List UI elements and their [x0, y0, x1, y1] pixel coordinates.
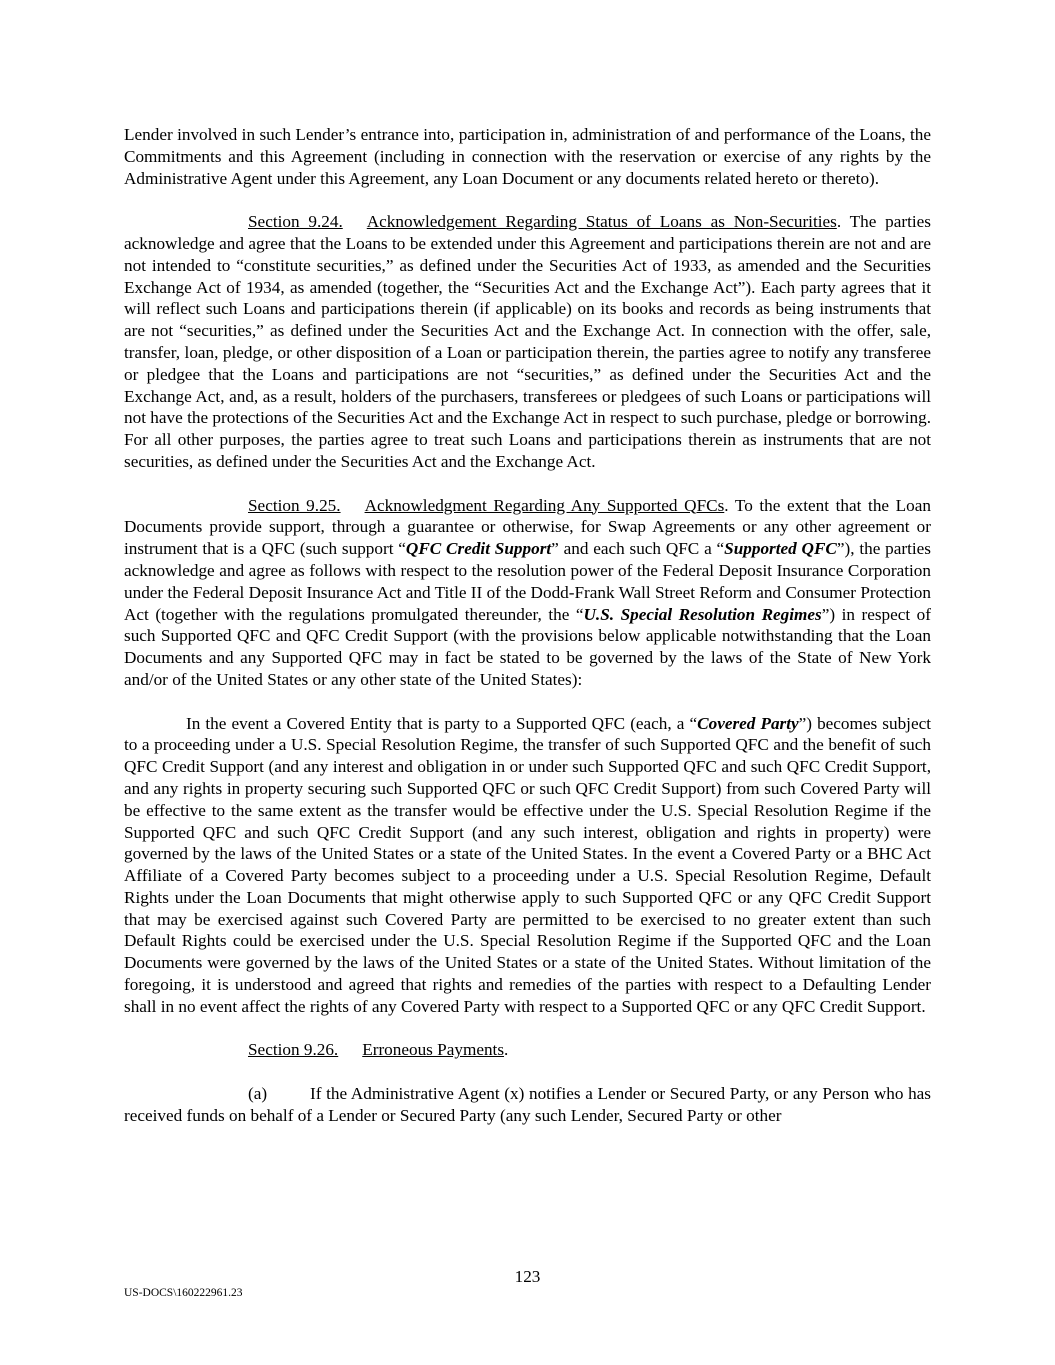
defined-term: Supported QFC — [724, 539, 837, 559]
section-9-25 — [124, 495, 931, 691]
section-text: ” and each such QFC a “ — [551, 539, 725, 559]
section-number: Section 9.26. — [248, 1040, 339, 1060]
subparagraph-a — [124, 1083, 931, 1127]
section-number: Section 9.24. — [248, 212, 343, 232]
section-text: ”) in respect of such Supported QFC and QFC Credit Support (with the provisions below applicable notwithstanding that the Loan Documents and any Supported QFC may in fact be stated to be governed by the laws of the State of New York and/or of the United States or any other state of the United States): — [124, 604, 931, 689]
paragraph-continuation: Lender involved in such Lender’s entrance into, participation in, administration of and performance of the Loans, the Commitments and this Agreement (including in connection with the reservation or exercise of any rights by the Administrative Agent under this Agreement, any Loan Document or any documents related hereto or thereto). — [124, 125, 931, 188]
paragraph-covered-party — [124, 713, 931, 1018]
paragraph-text: In the event a Covered Entity that is party to a Supported QFC (each, a “ — [186, 713, 698, 733]
section-number: Section 9.25. — [248, 495, 341, 515]
defined-term: QFC Credit Support — [405, 539, 552, 559]
section-period: . — [504, 1040, 509, 1060]
defined-term: Covered Party — [697, 713, 799, 733]
section-9-26 — [124, 1039, 931, 1061]
document-body — [124, 124, 931, 1148]
paragraph-text: ”) becomes subject to a proceeding under a U.S. Special Resolution Regime, the transfer of such Supported QFC and the benefit of such QFC Credit Support (and any interest and obligation in or under such Supported QFC and such QFC Credit Support, and any rights in property securing such Supported QFC or such QFC Credit Support) from such Covered Party will be effective to the same extent as the transfer would be effective under the U.S. Special Resolution Regime if the Supported QFC and such QFC Credit Support (and any such interest, obligation and rights in property) were governed by the laws of the United States or a state of the United States. In the event a Covered Party or a BHC Act Affiliate of a Covered Party becomes subject to a proceeding under a U.S. Special Resolution Regime, Default Rights under the Loan Documents that might otherwise apply to such Supported QFC or any QFC Credit Support that may be exercised against such Covered Party are permitted to be exercised to no greater extent than such Default Rights could be exercised under the U.S. Special Resolution Regime if the Supported QFC and the Loan Documents were governed by the laws of the United States or a state of the United States. Without limitation of the foregoing, it is understood and agreed that rights and remedies of the parties with respect to a Defaulting Lender shall in no event affect the rights of any Covered Party with respect to a Supported QFC or any QFC Credit Support. — [124, 713, 931, 1016]
document-id: US-DOCS\160222961.23 — [124, 1287, 243, 1299]
section-text: . To the extent that the Loan Documents provide support, through a guarantee or otherwise, for Swap Agreements or any other agreement or instrument that is a QFC (such support “ — [124, 495, 931, 559]
section-title: Acknowledgment Regarding Any Supported QFCs — [364, 495, 725, 515]
defined-term: U.S. Special Resolution Regimes — [583, 604, 822, 624]
section-9-24 — [124, 211, 931, 473]
section-title: Acknowledgement Regarding Status of Loans as Non-Securities — [366, 212, 837, 232]
section-title: Erroneous Payments — [362, 1040, 505, 1060]
subparagraph-label: (a) — [248, 1084, 268, 1104]
subparagraph-text: If the Administrative Agent (x) notifies a Lender or Secured Party, or any Person who has received funds on behalf of a Lender or Secured Party (any such Lender, Secured Party or other — [124, 1084, 931, 1125]
section-body: . The parties acknowledge and agree that the Loans to be extended under this Agreement and participations therein are not and are not intended to “constitute securities,” as defined under the Securities Act of 1933, as amended and the Securities Exchange Act of 1934, as amended (together, the “Securities Act and the Exchange Act”). Each party agrees that it will reflect such Loans and participations therein (if applicable) on its books and records as being instruments that are not “securities,” as defined under the Securities Act and the Exchange Act. In connection with the offer, sale, transfer, loan, pledge, or other disposition of a Loan or participation therein, the parties agree to notify any transferee or pledgee that the Loans and participations are not “securities,” as defined under the Securities Act and the Exchange Act, and, as a result, holders of the purchasers, transferees or pledgees of such Loans or participations will not have the protections of the Securities Act and the Exchange Act in respect to such purchase, pledge or borrowing. For all other purposes, the parties agree to treat such Loans and participations therein as instruments that are not securities, as defined under the Securities Act and the Exchange Act. — [124, 212, 931, 471]
section-text: ”), the parties acknowledge and agree as follows with respect to the resolution power of the Federal Deposit Insurance Corporation under the Federal Deposit Insurance Act and Title II of the Dodd-Frank Wall Street Reform and Consumer Protection Act (together with the regulations promulgated thereunder, the “ — [124, 539, 931, 624]
page-number: 123 — [514, 1267, 541, 1286]
